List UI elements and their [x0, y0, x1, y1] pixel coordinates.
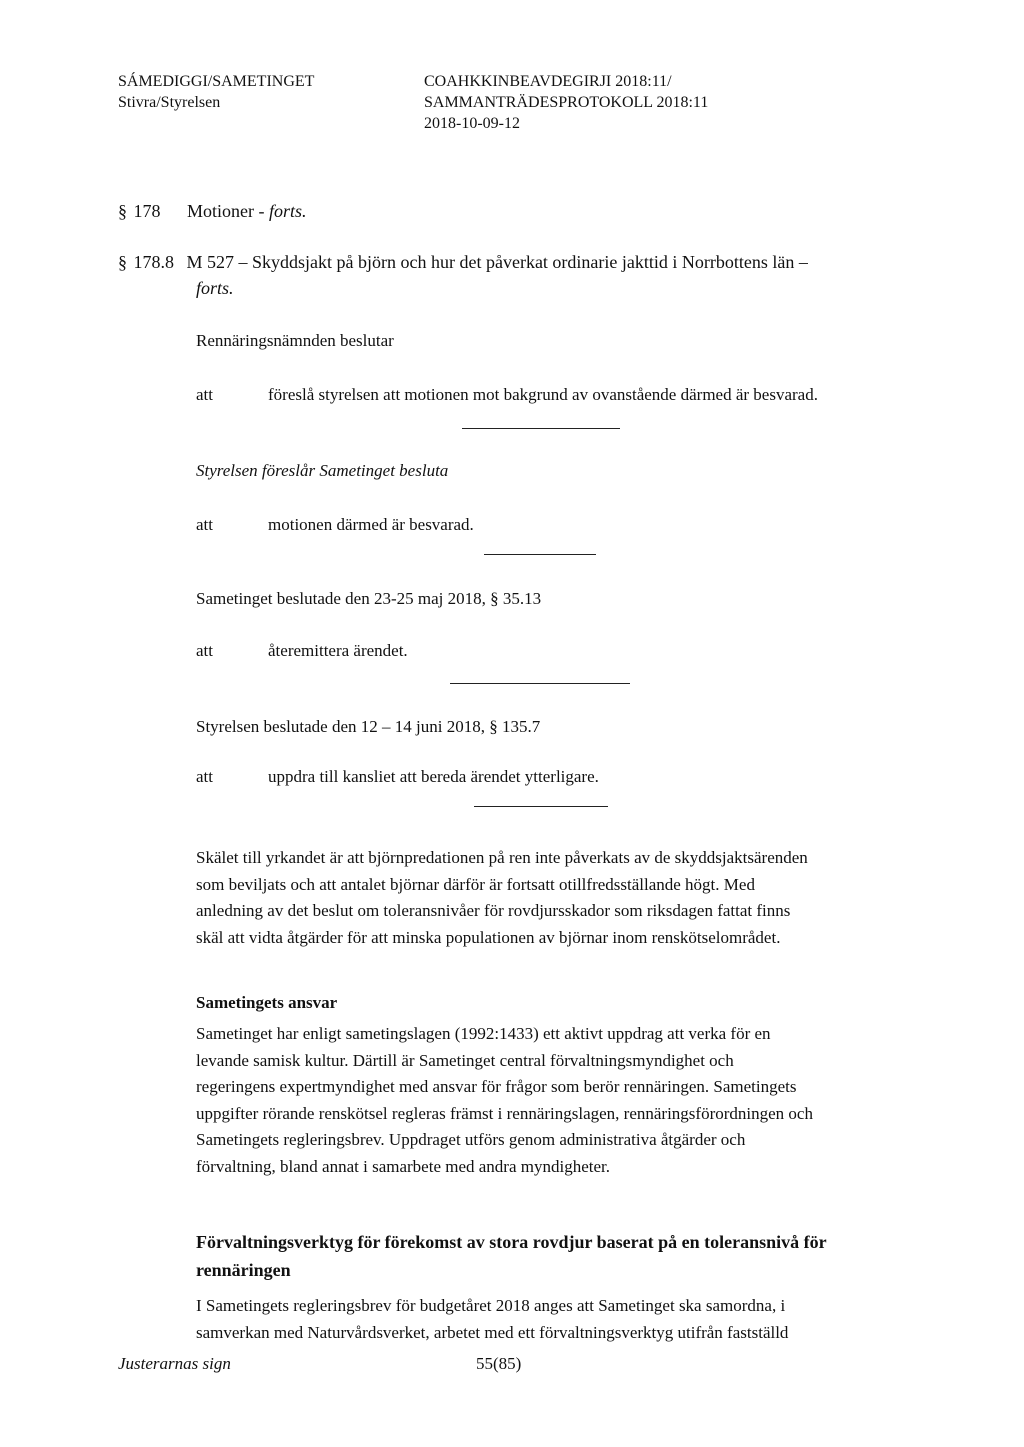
reason-paragraph [196, 845, 808, 951]
subsection-number: 178.8 [133, 252, 174, 272]
paragraph-line: anledning av det beslut om toleransnivåer för rovdjursskador som riksdagen fattat finns [196, 901, 791, 920]
decision-text: återemittera ärendet. [268, 641, 408, 660]
paragraph-line: Sametingets regleringsbrev. Uppdraget utförs genom administrativa åtgärder och [196, 1130, 746, 1149]
decision-text: motionen därmed är besvarad. [268, 515, 474, 534]
paragraph-line: förvaltning, bland annat i samarbete med andra myndigheter. [196, 1156, 611, 1176]
page-number: 55(85) [476, 1354, 522, 1373]
decision-heading: Sametinget beslutade den 23-25 maj 2018, § 35.13 [196, 589, 542, 608]
paragraph-line: samverkan med Naturvårdsverket, arbetet med ett förvaltningsverktyg utifrån fastställd [196, 1322, 789, 1342]
protocol-date: 2018-10-09-12 [424, 115, 520, 132]
separator-line [462, 428, 620, 429]
responsibility-paragraph [196, 1021, 813, 1180]
tools-heading-line-1: Förvaltningsverktyg för förekomst av stora rovdjur baserat på en toleransnivå för [196, 1232, 827, 1252]
protocol-line-1: COAHKKINBEAVDEGIRJI 2018:11/ [424, 73, 672, 90]
decision-heading: Styrelsen beslutade den 12 – 14 juni 2018, § 135.7 [196, 717, 541, 736]
org-line-1: SÁMEDIGGI/SAMETINGET [118, 73, 315, 90]
decision-text: föreslå styrelsen att motionen mot bakgrund av ovanstående därmed är besvarad. [268, 385, 818, 404]
separator-line [484, 554, 596, 555]
section-title: Motioner - [187, 201, 269, 221]
signature-label: Justerarnas sign [118, 1354, 231, 1373]
paragraph-line: Skälet till yrkandet är att björnpredationen på ren inte påverkats av de skyddsjaktsärenden [196, 848, 808, 867]
separator-line [450, 683, 630, 684]
paragraph-line: som beviljats och att antalet björnar därför är fortsatt otillfredsställande högt. Med [196, 874, 755, 894]
subsection-sign: § [118, 252, 127, 272]
decision-att: att [196, 385, 213, 404]
protocol-line-2: SAMMANTRÄDESPROTOKOLL 2018:11 [424, 94, 709, 111]
tools-paragraph [196, 1293, 788, 1346]
protocol-header [424, 71, 708, 134]
org-line-2: Stivra/Styrelsen [118, 94, 221, 111]
paragraph-line: skäl att vidta åtgärder för att minska populationen av björnar inom renskötselområdet. [196, 927, 781, 947]
paragraph-line: I Sametingets regleringsbrev för budgetåret 2018 anges att Sametinget ska samordna, i [196, 1296, 786, 1315]
paragraph-line: regeringens expertmyndighet med ansvar för frågor som berör rennäringen. Sametingets [196, 1077, 797, 1096]
paragraph-line: uppgifter rörande renskötsel regleras främst i rennäringslagen, rennäringsförordningen och [196, 1103, 813, 1123]
org-name [118, 71, 314, 113]
responsibility-heading: Sametingets ansvar [196, 993, 338, 1012]
section-title-suffix: forts. [268, 201, 307, 221]
decision-text: uppdra till kansliet att bereda ärendet ytterligare. [268, 767, 599, 786]
decision-heading: Rennäringsnämnden beslutar [196, 331, 394, 350]
section-sign: § [118, 201, 127, 221]
subsection-title-suffix: forts. [196, 278, 234, 298]
tools-heading-line-2: rennäringen [196, 1260, 291, 1280]
decision-att: att [196, 515, 213, 534]
section-number: 178 [133, 201, 161, 221]
paragraph-line: Sametinget har enligt sametingslagen (1992:1433) ett aktivt uppdrag att verka för en [196, 1024, 771, 1043]
subsection-title: M 527 – Skyddsjakt på björn och hur det påverkat ordinarie jakttid i Norrbottens län – [186, 252, 808, 272]
subsection-heading [118, 252, 808, 273]
decision-att: att [196, 767, 213, 786]
section-heading [118, 201, 307, 222]
paragraph-line: levande samisk kultur. Därtill är Sametinget central förvaltningsmyndighet och [196, 1050, 734, 1070]
decision-att: att [196, 641, 213, 660]
decision-heading: Styrelsen föreslår Sametinget besluta [196, 461, 449, 480]
tools-heading [196, 1228, 827, 1284]
separator-line [474, 806, 608, 807]
